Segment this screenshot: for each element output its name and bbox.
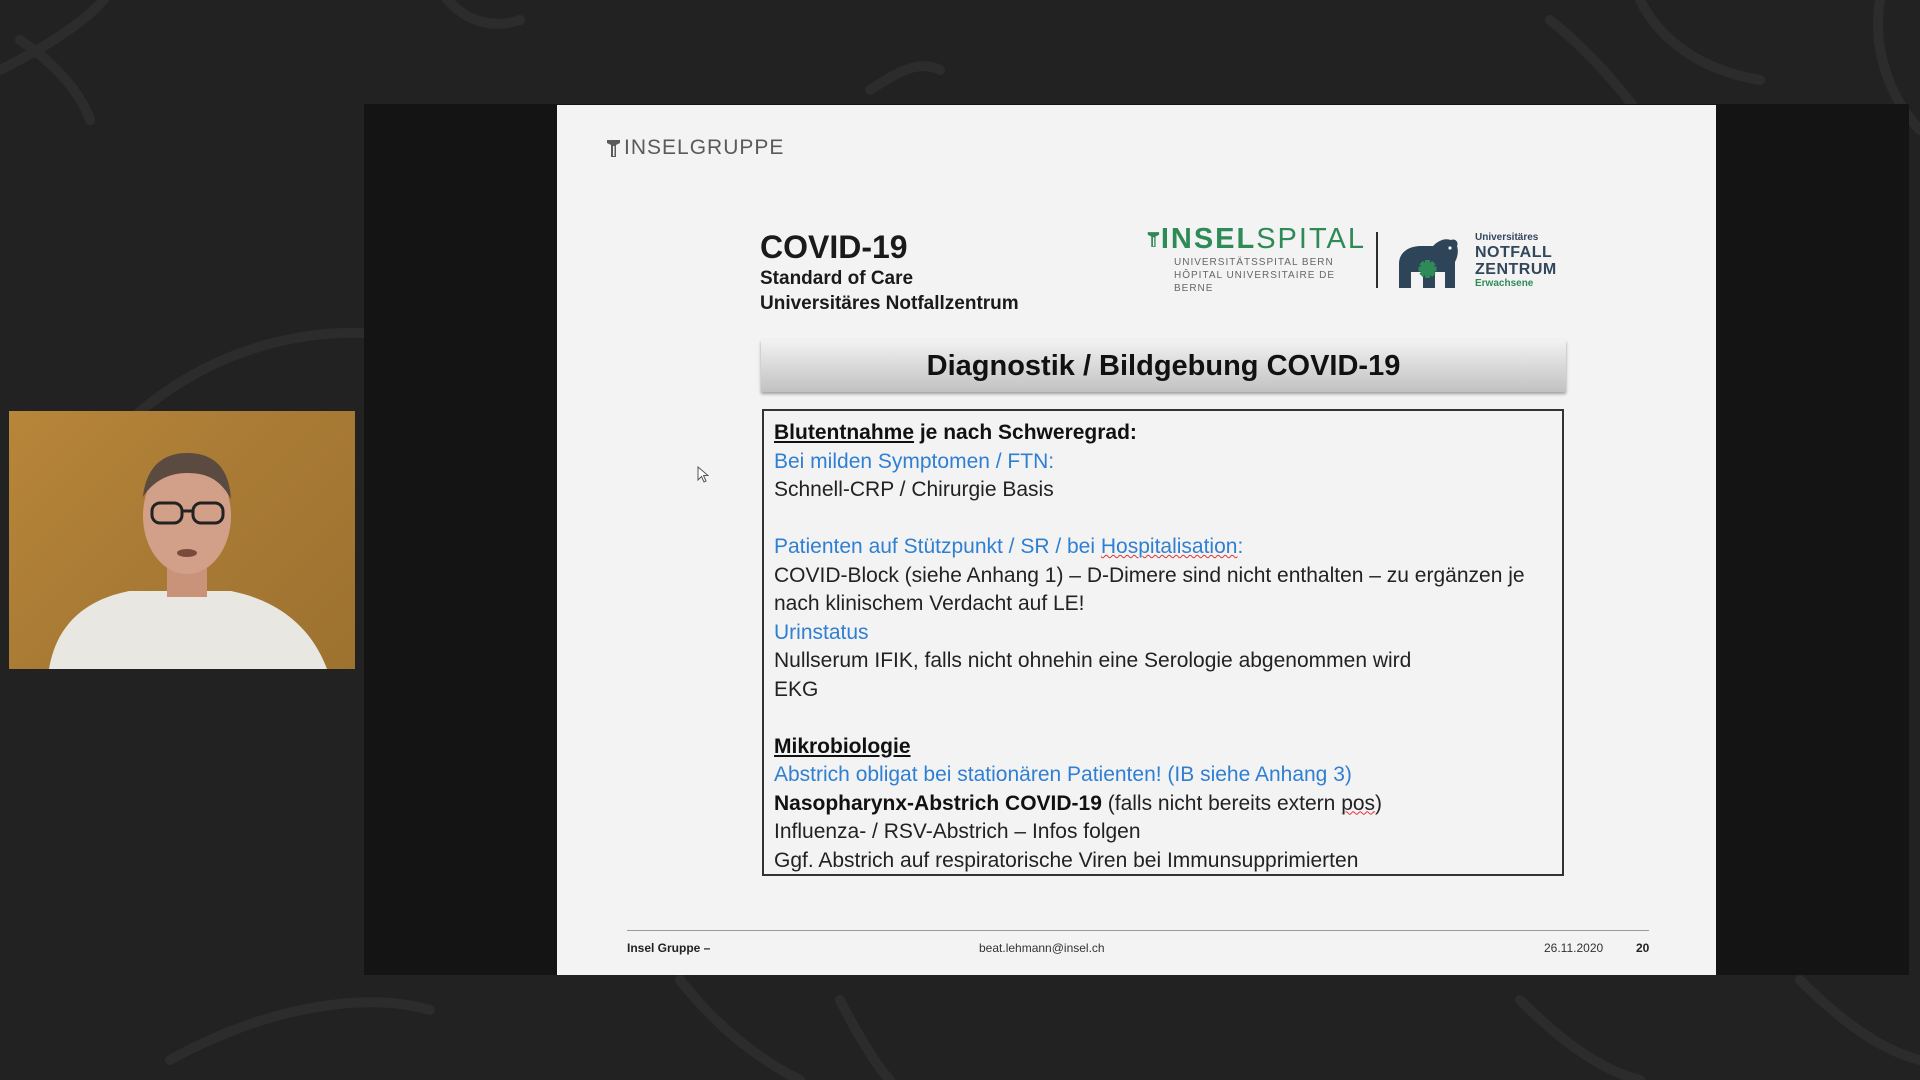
inselspital-line-2: HÔPITAL UNIVERSITAIRE DE BERNE — [1174, 270, 1336, 294]
inselspital-mark-icon — [1146, 226, 1161, 253]
footer-date: 26.11.2020 — [1544, 941, 1604, 955]
nasopharynx-line: Nasopharynx-Abstrich COVID-19 (falls nicht bereits extern pos) — [774, 791, 1383, 815]
nullserum-line: Nullserum IFIK, falls nicht ohnehin eine Serologie abgenommen wird — [774, 649, 1412, 672]
inselgruppe-logo — [605, 136, 784, 160]
notfallzentrum-logo — [1475, 232, 1557, 290]
footer-page-number: 20 — [1636, 941, 1650, 955]
presenter-video-icon — [9, 411, 355, 669]
influenza-line: Influenza- / RSV-Abstrich – Infos folgen — [774, 820, 1141, 843]
urinstatus-line: Urinstatus — [774, 620, 869, 644]
slide-subtitle-1: Standard of Care — [760, 268, 914, 289]
content-box — [762, 409, 1564, 876]
cursor-icon — [697, 466, 709, 484]
notfall-logo-line-1: Universitäres — [1475, 232, 1539, 243]
blutentnahme-heading: Blutentnahme je nach Schweregrad: — [774, 421, 1137, 444]
covid-block-line: COVID-Block (siehe Anhang 1) – D-Dimere sind nicht enthalten – zu ergänzen je nach klinischem Verdacht auf LE! — [774, 563, 1525, 615]
inselspital-name-light: SPITAL — [1256, 223, 1366, 255]
ggf-abstrich-line: Ggf. Abstrich auf respiratorische Viren bei Immunsupprimierten — [774, 848, 1359, 872]
slide-subtitle-2: Universitäres Notfallzentrum — [760, 293, 1019, 314]
presentation-slide — [557, 105, 1716, 975]
notfall-logo-line-3: ZENTRUM — [1475, 261, 1557, 278]
mild-symptoms-line: Bei milden Symptomen / FTN: — [774, 449, 1055, 473]
inselspital-logo — [1146, 223, 1366, 295]
notfall-logo-line-4: Erwachsene — [1475, 278, 1534, 289]
bear-icon — [1395, 230, 1461, 290]
section-header: Diagnostik / Bildgebung COVID-19 — [761, 340, 1566, 392]
footer-divider — [627, 930, 1649, 931]
logo-divider — [1376, 232, 1378, 288]
footer-email: beat.lehmann@insel.ch — [979, 941, 1105, 955]
schnell-crp-line: Schnell-CRP / Chirurgie Basis — [774, 478, 1054, 501]
patients-line: Patienten auf Stützpunkt / SR / bei Hospitalisation: — [774, 535, 1244, 558]
mikrobiologie-heading: Mikrobiologie — [774, 734, 911, 758]
abstrich-obligat-line: Abstrich obligat bei stationären Patienten! (IB siehe Anhang 3) — [774, 763, 1352, 786]
inselspital-name-bold: INSEL — [1160, 223, 1257, 255]
insel-logo-mark-icon — [605, 138, 622, 159]
ekg-line: EKG — [774, 677, 819, 701]
slide-title: COVID-19 — [760, 229, 908, 265]
footer-organisation: Insel Gruppe – — [627, 941, 711, 955]
notfall-logo-line-2: NOTFALL — [1475, 244, 1553, 261]
webcam-video — [9, 411, 355, 669]
inselgruppe-logo-text: INSELGRUPPE — [624, 136, 785, 159]
inselspital-line-1: UNIVERSITÄTSSPITAL BERN — [1174, 257, 1334, 268]
